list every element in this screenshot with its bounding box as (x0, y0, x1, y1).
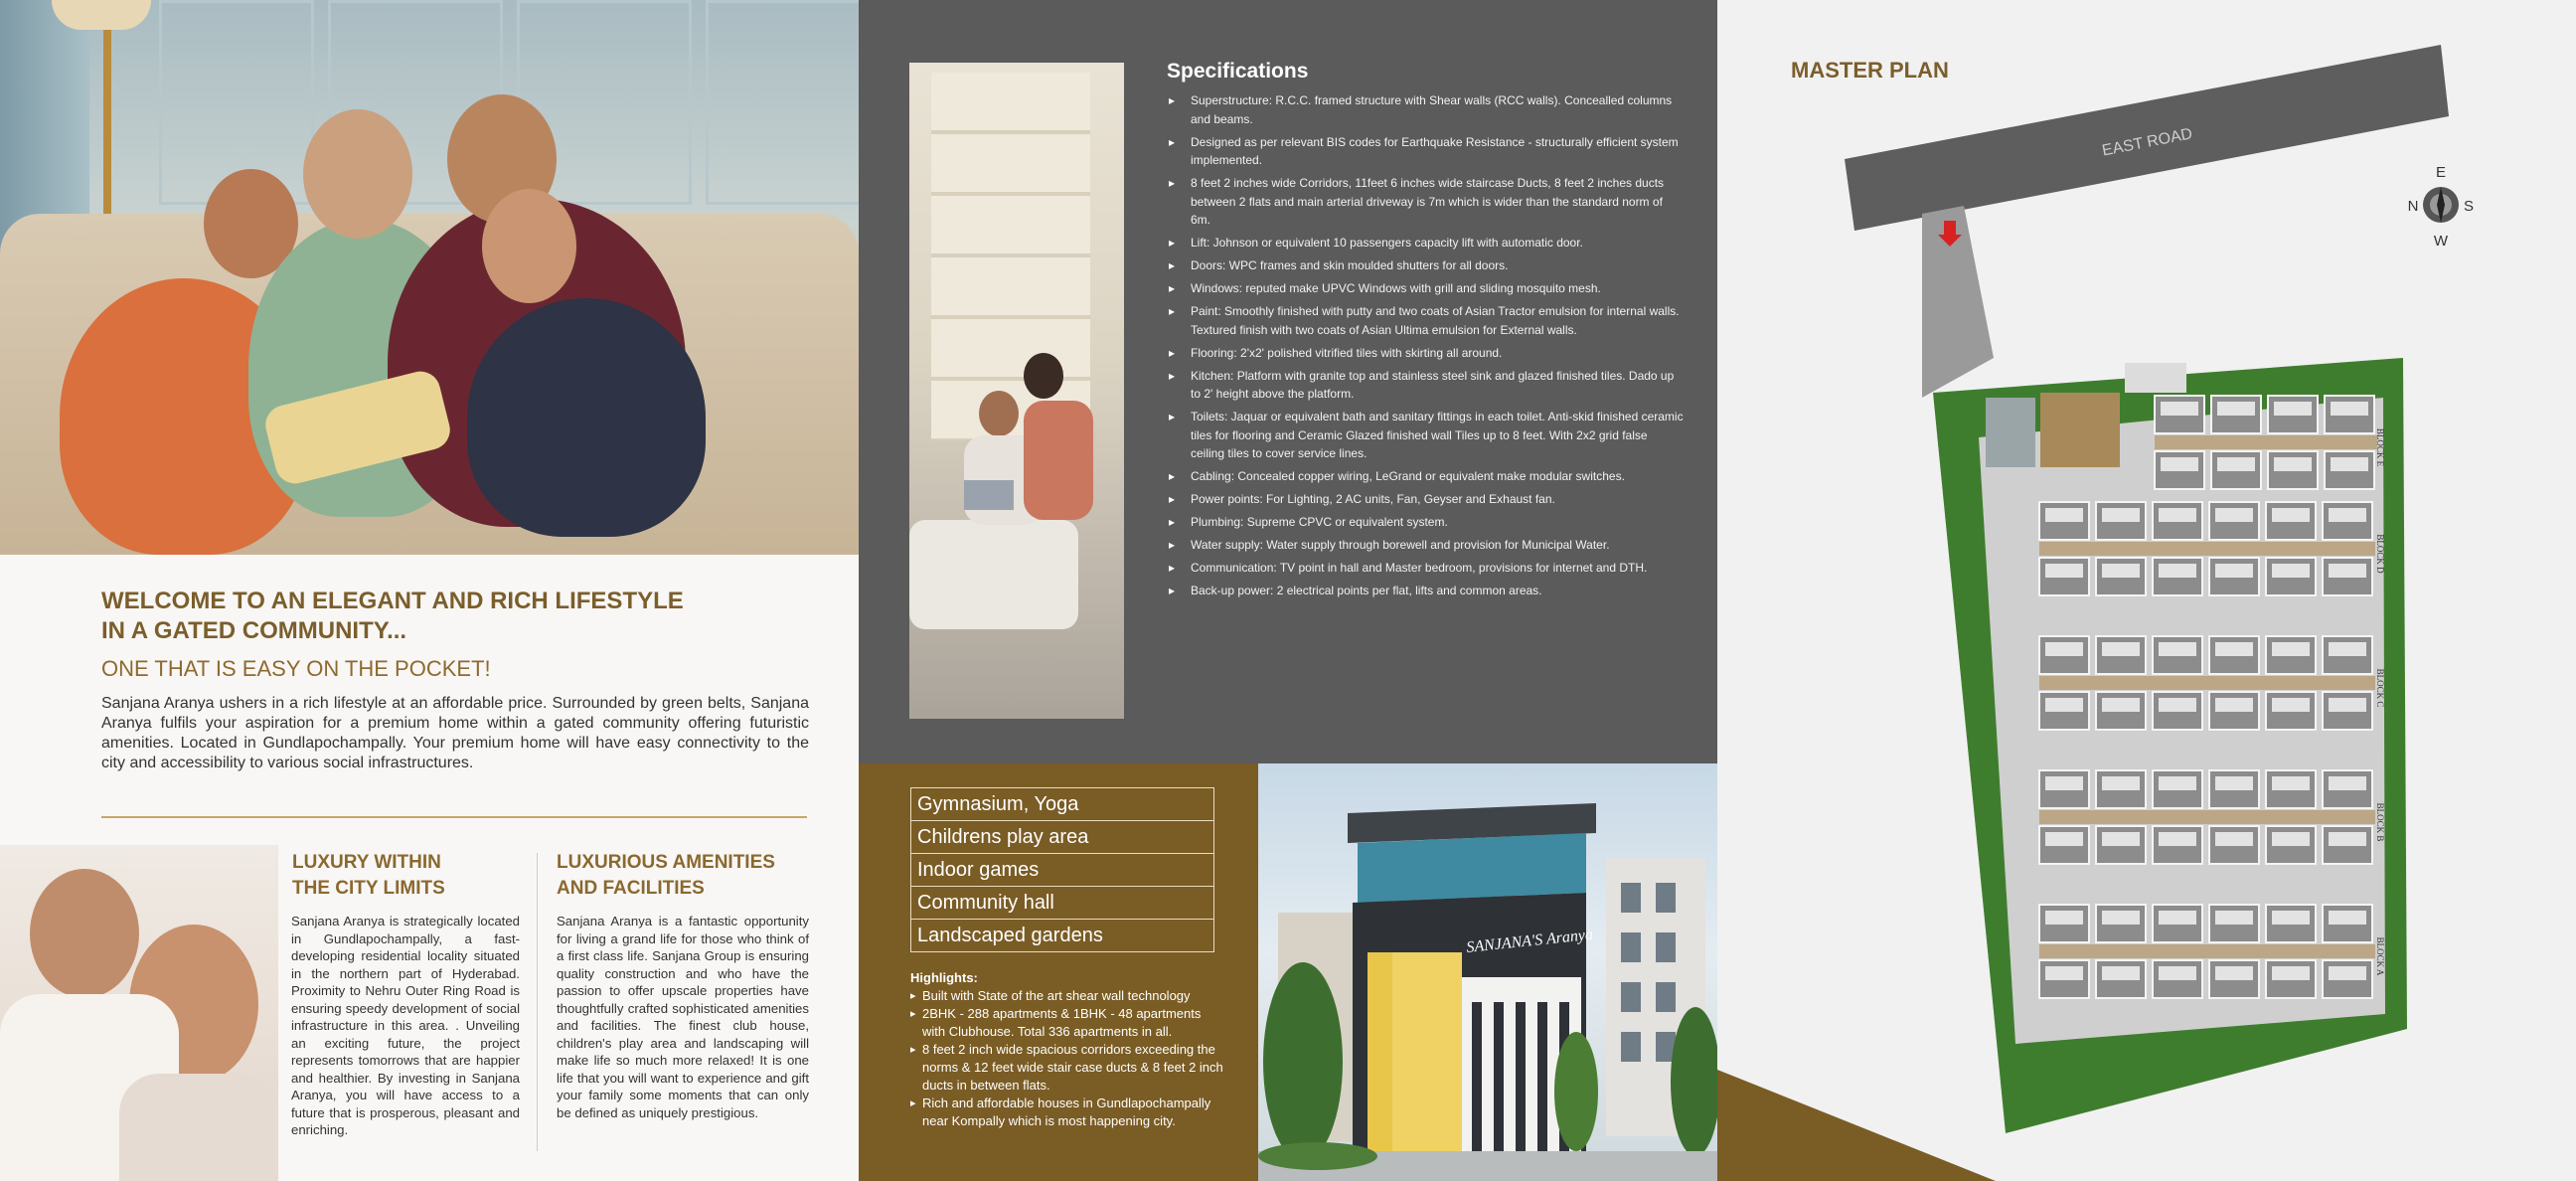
man-head (979, 391, 1019, 436)
compass-s: S (2463, 198, 2475, 215)
road-label: EAST ROAD (2100, 125, 2194, 160)
amenity-item: Indoor games (911, 854, 1213, 887)
middle-panel (859, 0, 1717, 1181)
spec-item: ▸ Designed as per relevant BIS codes for Earthquake Resistance - structurally efficient system implemented. (1167, 133, 1684, 170)
spec-item: ▸ Power points: For Lighting, 2 AC units, Fan, Geyser and Exhaust fan. (1167, 490, 1684, 509)
highlight-item: ▸ Built with State of the art shear wall technology (910, 987, 1226, 1005)
spec-item: ▸ Doors: WPC frames and skin moulded shutters for all doors. (1167, 256, 1684, 275)
apartment-unit-detail (2045, 776, 2083, 790)
apartment-unit-detail (2102, 832, 2140, 846)
amenities-body: Sanjana Aranya is a fantastic opportunity for living a grand life for those who think of a first class life. Sanjana Group is ensuring quality construction and who have the passion to offer upscale properties have thoughtfully crafted sophisticated amenities and facilities. The finest club house, children's play area and landscaping will make life so much more relaxed! It is one life that you will want to experience and gift your family some moments that can only be defined as uniquely prestigious. (557, 914, 809, 1120)
spec-item: ▸ Flooring: 2'x2' polished vitrified tiles with skirting all around. (1167, 344, 1684, 363)
amenity-item: Gymnasium, Yoga (911, 788, 1213, 821)
compass-icon (2408, 164, 2474, 250)
glass-band (1358, 833, 1586, 903)
apartment-unit-detail (2272, 832, 2310, 846)
block-label: BLOCK D (2375, 534, 2385, 574)
apartment-unit-detail (2159, 642, 2196, 656)
door-panels (931, 73, 1090, 440)
amenities-heading-line1: LUXURIOUS AMENITIES (557, 852, 775, 873)
apartment-unit-detail (2159, 508, 2196, 522)
apartment-unit-detail (2272, 776, 2310, 790)
shrubs (1258, 1142, 1377, 1170)
apartment-unit-detail (2217, 457, 2255, 471)
left-panel (0, 0, 859, 1181)
spec-item: ▸ Paint: Smoothly finished with putty and two coats of Asian Tractor emulsion for internal walls. Textured finish with two coats of Asian Ultima emulsion for External walls. (1167, 302, 1684, 339)
spec-item: ▸ Cabling: Concealed copper wiring, LeGrand or equivalent make modular switches. (1167, 467, 1684, 486)
spec-item: ▸ Lift: Johnson or equivalent 10 passengers capacity lift with automatic door. (1167, 234, 1684, 253)
apartment-unit-detail (2331, 402, 2368, 416)
block-label: BLOCK B (2375, 802, 2385, 842)
apartment-unit-detail (2102, 698, 2140, 712)
apartment-unit-detail (2045, 642, 2083, 656)
apartment-unit-detail (2329, 564, 2366, 578)
girl-figure (467, 298, 706, 537)
apartment-unit-detail (2329, 698, 2366, 712)
welcome-title-line2: IN A GATED COMMUNITY... (101, 617, 407, 644)
specifications-list (1167, 91, 1684, 604)
apartment-unit-detail (2102, 911, 2140, 925)
specifications-section (859, 0, 1717, 763)
apartment-unit-detail (2159, 832, 2196, 846)
block-corridor (2039, 676, 2375, 690)
welcome-body: Sanjana Aranya ushers in a rich lifestyle at an affordable price. Surrounded by green belts, Sanjana Aranya fulfils your aspiration for a premium home within a gated community offering futuristic amenities. Located in Gundlapochampally. Your premium home will have easy connectivity to the city and accessibility to various social infrastructures. (101, 695, 809, 771)
block-label: BLOCK C (2375, 668, 2385, 708)
apartment-unit-detail (2045, 832, 2083, 846)
apartment-unit-detail (2102, 508, 2140, 522)
armchair (909, 520, 1078, 629)
spec-item: ▸ Plumbing: Supreme CPVC or equivalent system. (1167, 513, 1684, 532)
spec-item: ▸ 8 feet 2 inches wide Corridors, 11feet 6 inches wide staircase Ducts, 8 feet 2 inches ducts between 2 flats and main arterial driveway is 7m which is wider than the standard norm of 6m. (1167, 174, 1684, 230)
block-label: BLOCK E (2375, 427, 2385, 467)
block-label: BLOCK A (2375, 936, 2385, 976)
spec-item: ▸ Toilets: Jaquar or equivalent bath and sanitary fittings in each toilet. Anti-skid finished ceramic tiles for flooring and Ceramic Glazed finished wall Tiles up to 8 feet. With 2x2 grid false ceiling tiles to cover service lines. (1167, 408, 1684, 463)
highlight-item: ▸ 8 feet 2 inch wide spacious corridors exceeding the norms & 12 feet wide stair case ducts & 8 feet 2 inch ducts in between flats. (910, 1041, 1226, 1095)
spec-item: ▸ Windows: reputed make UPVC Windows with grill and sliding mosquito mesh. (1167, 279, 1684, 298)
daughter-head (30, 869, 139, 998)
amenities-highlights-section (859, 763, 1258, 1181)
apartment-unit-detail (2102, 642, 2140, 656)
apartment-unit-detail (2102, 966, 2140, 980)
highlight-item: ▸ 2BHK - 288 apartments & 1BHK - 48 apartments with Clubhouse. Total 336 apartments in all. (910, 1005, 1226, 1041)
clubhouse-steps (2125, 363, 2186, 393)
amenity-item: Childrens play area (911, 821, 1213, 854)
apartment-unit-detail (2215, 832, 2253, 846)
apartment-unit-detail (2272, 911, 2310, 925)
apartment-unit-detail (2274, 457, 2312, 471)
building-illustration (1258, 763, 1717, 1181)
woman-figure (1024, 401, 1093, 520)
highlights-title: Highlights: (910, 970, 978, 985)
welcome-subtitle: ONE THAT IS EASY ON THE POCKET! (101, 656, 491, 681)
apartment-unit-detail (2045, 564, 2083, 578)
apartment-unit-detail (2331, 457, 2368, 471)
apartment-unit-detail (2215, 911, 2253, 925)
apartment-unit-detail (2159, 776, 2196, 790)
apartment-unit-detail (2045, 698, 2083, 712)
apartment-unit-detail (2215, 642, 2253, 656)
apartment-unit-detail (2215, 966, 2253, 980)
amenity-list (910, 787, 1214, 952)
block-corridor (2039, 944, 2375, 958)
apartment-unit-detail (2045, 966, 2083, 980)
apartment-unit-detail (2215, 564, 2253, 578)
apartment-unit-detail (2329, 642, 2366, 656)
mother-daughter-photo (0, 845, 278, 1181)
divider (101, 816, 807, 818)
yellow-facade-shade (1392, 952, 1462, 1151)
apartment-unit-detail (2329, 508, 2366, 522)
amenity-item: Community hall (911, 887, 1213, 920)
access-road (1922, 206, 1994, 398)
highlight-item: ▸ Rich and affordable houses in Gundlapochampally near Kompally which is most happening city. (910, 1095, 1226, 1130)
couple-interior-photo (909, 63, 1124, 719)
woman-head (1024, 353, 1063, 399)
luxury-heading-line1: LUXURY WITHIN (292, 852, 441, 873)
clubhouse-pool (1986, 398, 2035, 467)
apartment-unit-detail (2159, 966, 2196, 980)
building-sign: SANJANA'S Aranya (1465, 926, 1594, 956)
apartment-unit-detail (2329, 776, 2366, 790)
luxury-body: Sanjana Aranya is strategically located in Gundlapochampally, a fast-developing residential locality situated in the northern part of Hyderabad. Proximity to Nehru Outer Ring Road is ensuring speedy development of social infrastructure in this area. . Unveiling an exciting future, the project represents tomorrows that are happier and healthier. By investing in Sanjana Aranya, you will have access to a future that is prosperous, pleasant and enriching. (291, 914, 520, 1137)
master-plan-panel (1717, 0, 2576, 1181)
mother-head (303, 109, 412, 239)
apartment-unit-detail (2161, 457, 2198, 471)
master-plan-title: MASTER PLAN (1791, 58, 1949, 83)
mother-shirt (119, 1074, 278, 1181)
tree-left (1263, 962, 1343, 1161)
apartment-unit-detail (2274, 402, 2312, 416)
compass-w: W (2433, 233, 2449, 250)
apartment-unit-detail (2159, 698, 2196, 712)
tree-right (1554, 1032, 1598, 1151)
apartment-unit-detail (2215, 776, 2253, 790)
apartment-unit-detail (2329, 832, 2366, 846)
welcome-title-line1: WELCOME TO AN ELEGANT AND RICH LIFESTYLE (101, 588, 684, 614)
apartment-unit-detail (2329, 911, 2366, 925)
apartment-unit-detail (2215, 508, 2253, 522)
apartment-unit-detail (2045, 508, 2083, 522)
clubhouse (2040, 393, 2120, 467)
specifications-title: Specifications (1167, 60, 1309, 83)
wall-panel (706, 0, 859, 205)
column-divider (537, 853, 538, 1151)
spec-item: ▸ Kitchen: Platform with granite top and stainless steel sink and glazed finished tiles. Dado up to 2' height above the platform. (1167, 367, 1684, 404)
building-render (1258, 763, 1717, 1181)
highlights-list (910, 987, 1226, 1130)
luxury-heading (292, 850, 445, 902)
master-plan-drawing (1717, 0, 2576, 1181)
apartment-unit-detail (2159, 564, 2196, 578)
apartment-unit-detail (2217, 402, 2255, 416)
apartment-unit-detail (2102, 564, 2140, 578)
laptop (964, 480, 1014, 510)
spec-item: ▸ Back-up power: 2 electrical points per flat, lifts and common areas. (1167, 582, 1684, 600)
amenities-heading-line2: AND FACILITIES (557, 878, 705, 899)
lamp-shade (52, 0, 151, 30)
apartment-unit-detail (2272, 564, 2310, 578)
apartment-unit-detail (2161, 402, 2198, 416)
welcome-title (101, 587, 817, 646)
apartment-unit-detail (2272, 966, 2310, 980)
apartment-unit-detail (2102, 776, 2140, 790)
apartment-unit-detail (2272, 508, 2310, 522)
compass-e: E (2435, 164, 2447, 181)
spec-item: ▸ Superstructure: R.C.C. framed structure with Shear walls (RCC walls). Concealled columns and beams. (1167, 91, 1684, 128)
family-photo (0, 0, 859, 555)
block-corridor (2039, 810, 2375, 824)
luxury-heading-line2: THE CITY LIMITS (292, 878, 445, 899)
amenity-item: Landscaped gardens (917, 925, 1103, 946)
block-corridor (2039, 542, 2375, 556)
apartment-unit-detail (2272, 698, 2310, 712)
apartment-unit-detail (2045, 911, 2083, 925)
apartment-unit-detail (2329, 966, 2366, 980)
compass-n: N (2407, 198, 2419, 215)
apartment-unit-detail (2215, 698, 2253, 712)
spec-item: ▸ Water supply: Water supply through borewell and provision for Municipal Water. (1167, 536, 1684, 555)
block-corridor (2155, 435, 2377, 449)
apartment-unit-detail (2272, 642, 2310, 656)
amenities-heading (557, 850, 775, 902)
girl-head (482, 189, 576, 303)
apartment-unit-detail (2159, 911, 2196, 925)
spec-item: ▸ Communication: TV point in hall and Master bedroom, provisions for internet and DTH. (1167, 559, 1684, 578)
